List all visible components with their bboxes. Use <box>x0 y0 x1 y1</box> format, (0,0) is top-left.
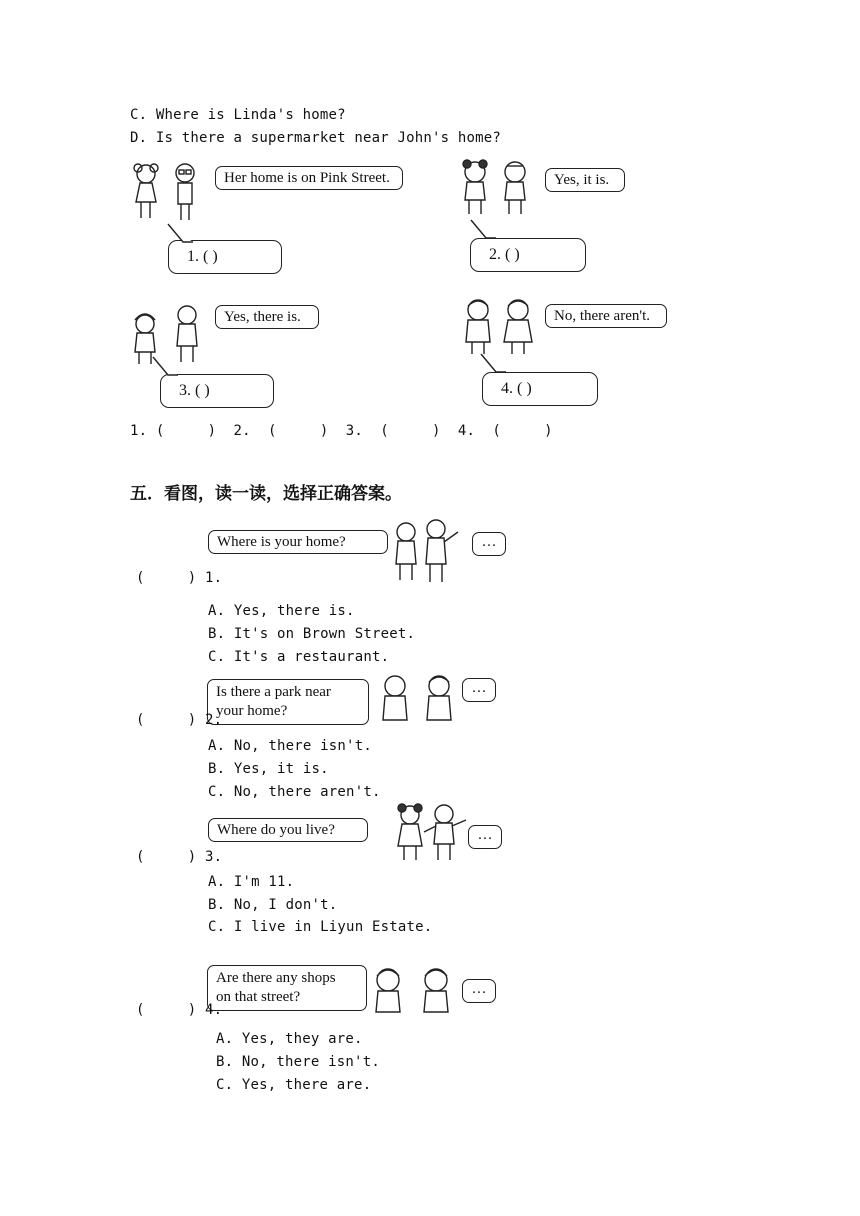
bubble-tail <box>165 222 195 244</box>
bubble-tail <box>478 352 508 374</box>
boy-girl-illustration-q2 <box>375 670 465 728</box>
question-bubble-1: Where is your home? <box>208 530 388 554</box>
question-bubble-3: Where do you live? <box>208 818 368 842</box>
q3-option-a: A. I'm 11. <box>208 874 295 890</box>
q3-option-b: B. No, I don't. <box>208 897 338 913</box>
q3-option-c: C. I live in Liyun Estate. <box>208 919 433 935</box>
question-number-4: ( ) 4. <box>136 1002 223 1018</box>
q4-option-b: B. No, there isn't. <box>216 1054 380 1070</box>
section-heading: 五．看图，读一读，选择正确答案。 <box>130 484 402 504</box>
q4-bubble-line2: on that street? <box>216 989 301 1005</box>
option-c: C. Where is Linda's home? <box>130 107 346 123</box>
q1-option-b: B. It's on Brown Street. <box>208 626 416 642</box>
speech-bubble-4: No, there aren't. <box>545 304 667 328</box>
q2-option-c: C. No, there aren't. <box>208 784 381 800</box>
question-number-2: ( ) 2. <box>136 712 223 728</box>
speech-bubble-2: Yes, it is. <box>545 168 625 192</box>
girl-boy-illustration-1 <box>130 160 210 225</box>
answer-bubble-2: 2. ( ) <box>470 238 586 272</box>
q2-option-b: B. Yes, it is. <box>208 761 329 777</box>
answer-line: 1. ( ) 2. ( ) 3. ( ) 4. ( ) <box>130 423 553 439</box>
q2-bubble-line2: your home? <box>216 703 288 719</box>
question-bubble-2 <box>207 679 369 725</box>
reply-bubble-2: … <box>462 678 496 702</box>
question-number-1: ( ) 1. <box>136 570 223 586</box>
answer-bubble-3: 3. ( ) <box>160 374 274 408</box>
reply-bubble-3: … <box>468 825 502 849</box>
two-kids-illustration-2 <box>455 158 545 218</box>
speech-bubble-1: Her home is on Pink Street. <box>215 166 403 190</box>
boy-girl-illustration-4 <box>460 296 540 358</box>
q4-bubble-line1: Are there any shops <box>216 970 336 986</box>
answer-bubble-1: 1. ( ) <box>168 240 282 274</box>
reply-bubble-1: … <box>472 532 506 556</box>
bubble-tail <box>150 355 180 377</box>
reply-bubble-4: … <box>462 979 496 1003</box>
q2-option-a: A. No, there isn't. <box>208 738 372 754</box>
option-d: D. Is there a supermarket near John's home? <box>130 130 502 146</box>
girl-boy-illustration-q3 <box>392 802 470 864</box>
two-boys-illustration-q1 <box>388 518 466 586</box>
girl-boy-illustration-q4 <box>368 966 463 1016</box>
answer-bubble-4: 4. ( ) <box>482 372 598 406</box>
q4-option-a: A. Yes, they are. <box>216 1031 363 1047</box>
q4-option-c: C. Yes, there are. <box>216 1077 372 1093</box>
q1-option-a: A. Yes, there is. <box>208 603 355 619</box>
speech-bubble-3: Yes, there is. <box>215 305 319 329</box>
question-number-3: ( ) 3. <box>136 849 223 865</box>
question-bubble-4 <box>207 965 367 1011</box>
bubble-tail <box>468 218 498 240</box>
q1-option-c: C. It's a restaurant. <box>208 649 390 665</box>
q2-bubble-line1: Is there a park near <box>216 684 331 700</box>
